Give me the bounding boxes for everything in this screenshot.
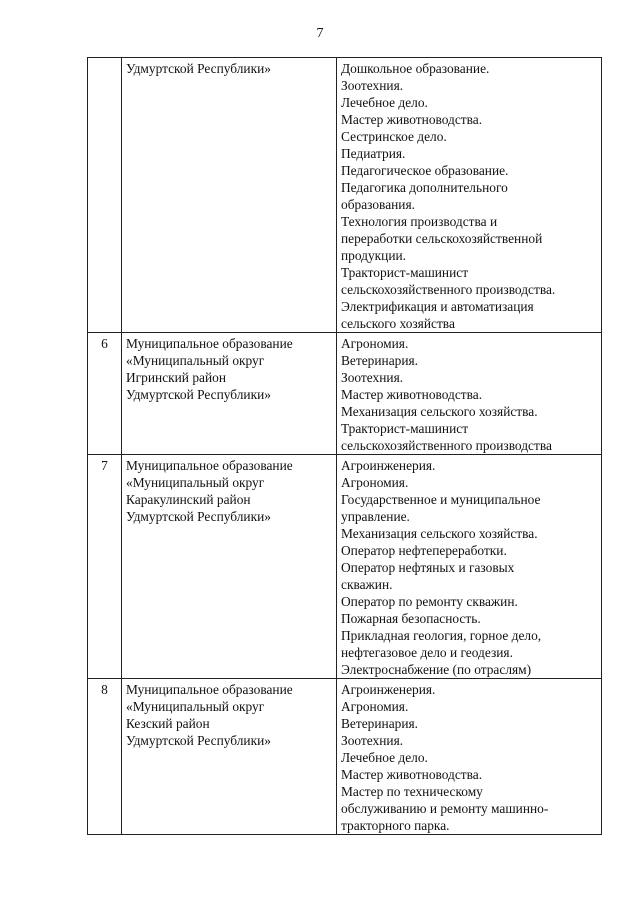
specialty-line: Сестринское дело.	[341, 129, 447, 144]
specialty-line: Мастер по техническому	[341, 784, 483, 799]
page-number: 7	[316, 26, 324, 41]
specialty-line: Ветеринария.	[341, 353, 419, 368]
specialty-line: обслуживанию и ремонту машинно-	[341, 801, 549, 816]
row-number: 7	[88, 455, 122, 679]
specialty-line: Дошкольное образование.	[341, 61, 490, 76]
specialties-cell	[337, 679, 602, 835]
table-row	[88, 679, 602, 835]
municipality-line: Удмуртской Республики»	[126, 733, 271, 748]
specialty-line: Педиатрия.	[341, 146, 406, 161]
specialty-line: Электрификация и автоматизация	[341, 299, 534, 314]
row-number: 6	[88, 333, 122, 455]
table-row	[88, 455, 602, 679]
specialty-line: тракторного парка.	[341, 818, 450, 833]
table-body	[88, 58, 602, 835]
specialty-line: Механизация сельского хозяйства.	[341, 526, 538, 541]
municipality-cell	[122, 455, 337, 679]
municipality-line: «Муниципальный округ	[126, 353, 265, 368]
municipality-line: Муниципальное образование	[126, 458, 293, 473]
specialties-cell	[337, 455, 602, 679]
specialty-line: Агрономия.	[341, 336, 409, 351]
specialty-line: Зоотехния.	[341, 370, 404, 385]
specialty-line: Зоотехния.	[341, 733, 404, 748]
specialty-line: управление.	[341, 509, 410, 524]
specialty-line: Механизация сельского хозяйства.	[341, 404, 538, 419]
table-row	[88, 58, 602, 333]
municipality-line: Удмуртской Республики»	[126, 387, 271, 402]
municipality-line: Кезский район	[126, 716, 210, 731]
specialty-line: Оператор нефтяных и газовых	[341, 560, 515, 575]
municipality-line: Удмуртской Республики»	[126, 509, 271, 524]
municipality-cell	[122, 333, 337, 455]
specialty-line: скважин.	[341, 577, 393, 592]
specialty-line: сельскохозяйственного производства.	[341, 282, 556, 297]
specialty-line: Государственное и муниципальное	[341, 492, 541, 507]
row-number	[88, 58, 122, 333]
specialty-line: образования.	[341, 197, 415, 212]
specialty-line: Тракторист-машинист	[341, 265, 469, 280]
specialty-line: Агроинженерия.	[341, 682, 436, 697]
municipality-line: Муниципальное образование	[126, 336, 293, 351]
specialty-line: Агрономия.	[341, 475, 409, 490]
specialty-line: Зоотехния.	[341, 78, 404, 93]
municipality-line: Удмуртской Республики»	[126, 61, 271, 76]
specialty-line: Мастер животноводства.	[341, 387, 483, 402]
municipality-line: «Муниципальный округ	[126, 699, 265, 714]
municipality-line: «Муниципальный округ	[126, 475, 265, 490]
specialty-line: сельского хозяйства	[341, 316, 455, 331]
specialty-line: продукции.	[341, 248, 407, 263]
specialties-cell	[337, 333, 602, 455]
specialty-line: Электроснабжение (по отраслям)	[341, 662, 532, 677]
specialty-line: Лечебное дело.	[341, 95, 428, 110]
specialty-line: Агрономия.	[341, 699, 409, 714]
municipality-line: Игринский район	[126, 370, 226, 385]
specialty-line: Технология производства и	[341, 214, 498, 229]
specialty-line: Мастер животноводства.	[341, 112, 483, 127]
specialty-line: Педагогическое образование.	[341, 163, 509, 178]
specialty-line: Агроинженерия.	[341, 458, 436, 473]
municipality-cell	[122, 58, 337, 333]
row-number: 8	[88, 679, 122, 835]
specialty-line: нефтегазовое дело и геодезия.	[341, 645, 513, 660]
specialty-line: Ветеринария.	[341, 716, 419, 731]
specialty-line: Тракторист-машинист	[341, 421, 469, 436]
municipality-line: Муниципальное образование	[126, 682, 293, 697]
specialty-line: Пожарная безопасность.	[341, 611, 481, 626]
specialties-cell	[337, 58, 602, 333]
municipality-line: Каракулинский район	[126, 492, 251, 507]
specialties-table	[87, 57, 602, 835]
specialty-line: Прикладная геология, горное дело,	[341, 628, 542, 643]
specialty-line: Оператор по ремонту скважин.	[341, 594, 518, 609]
specialty-line: переработки сельскохозяйственной	[341, 231, 543, 246]
specialty-line: Мастер животноводства.	[341, 767, 483, 782]
table-row	[88, 333, 602, 455]
specialty-line: сельскохозяйственного производства	[341, 438, 552, 453]
specialty-line: Педагогика дополнительного	[341, 180, 508, 195]
municipality-cell	[122, 679, 337, 835]
specialty-line: Лечебное дело.	[341, 750, 428, 765]
specialty-line: Оператор нефтепереработки.	[341, 543, 507, 558]
